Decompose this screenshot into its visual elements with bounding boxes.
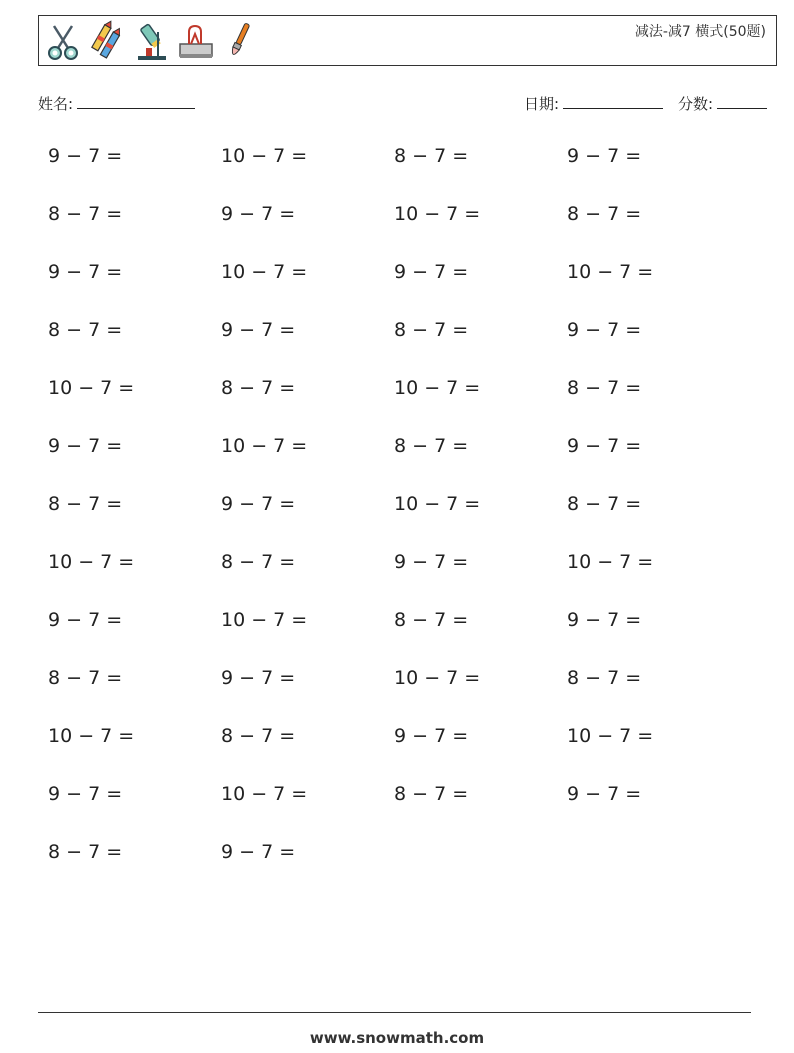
math-problem: 8 − 7 = <box>48 841 123 863</box>
date-blank[interactable] <box>563 94 663 109</box>
math-problem: 8 − 7 = <box>221 377 296 399</box>
math-problem: 10 − 7 = <box>48 725 135 747</box>
math-problem: 8 − 7 = <box>48 319 123 341</box>
math-problem: 10 − 7 = <box>394 493 481 515</box>
math-problem: 10 − 7 = <box>221 783 308 805</box>
math-problem: 9 − 7 = <box>567 319 642 341</box>
math-problem: 8 − 7 = <box>394 145 469 167</box>
math-problem: 10 − 7 = <box>221 609 308 631</box>
math-problem: 8 − 7 = <box>48 667 123 689</box>
score-field <box>678 93 767 114</box>
name-field <box>38 93 195 114</box>
math-problem: 10 − 7 = <box>567 725 654 747</box>
math-problem: 9 − 7 = <box>394 725 469 747</box>
worksheet-title: 减法-减7 横式(50题) <box>634 24 766 40</box>
math-problem: 8 − 7 = <box>394 435 469 457</box>
math-problem: 8 − 7 = <box>221 725 296 747</box>
math-problem: 9 − 7 = <box>48 261 123 283</box>
math-problem: 10 − 7 = <box>394 377 481 399</box>
math-problem: 8 − 7 = <box>394 609 469 631</box>
name-label: 姓名: <box>38 95 74 113</box>
math-problem: 9 − 7 = <box>221 493 296 515</box>
score-blank[interactable] <box>717 94 767 109</box>
math-problem: 8 − 7 = <box>567 667 642 689</box>
math-problem: 10 − 7 = <box>221 435 308 457</box>
math-problem: 8 − 7 = <box>567 203 642 225</box>
name-blank[interactable] <box>77 94 195 109</box>
math-problem: 10 − 7 = <box>221 145 308 167</box>
math-problem: 9 − 7 = <box>567 609 642 631</box>
math-problem: 10 − 7 = <box>567 551 654 573</box>
math-problem: 9 − 7 = <box>221 203 296 225</box>
math-problem: 9 − 7 = <box>221 667 296 689</box>
footer-divider <box>38 1012 751 1013</box>
math-problem: 9 − 7 = <box>567 783 642 805</box>
math-problem: 10 − 7 = <box>48 551 135 573</box>
paintbrush-icon <box>220 20 258 62</box>
math-problem: 9 − 7 = <box>221 841 296 863</box>
math-problem: 10 − 7 = <box>48 377 135 399</box>
microscope-icon <box>132 20 170 62</box>
math-problem: 8 − 7 = <box>48 493 123 515</box>
worksheet-header <box>38 15 777 66</box>
date-field <box>524 93 663 114</box>
math-problem: 9 − 7 = <box>48 783 123 805</box>
math-problem: 9 − 7 = <box>567 435 642 457</box>
math-problem: 9 − 7 = <box>48 435 123 457</box>
math-problem: 9 − 7 = <box>394 261 469 283</box>
date-label: 日期: <box>524 95 560 113</box>
math-problem: 8 − 7 = <box>48 203 123 225</box>
footer-website: www.snowmath.com <box>309 1029 485 1047</box>
math-problem: 8 − 7 = <box>567 377 642 399</box>
crayons-icon <box>88 20 126 62</box>
math-problem: 10 − 7 = <box>394 667 481 689</box>
math-problem: 8 − 7 = <box>394 783 469 805</box>
math-problem: 9 − 7 = <box>567 145 642 167</box>
math-problem: 10 − 7 = <box>567 261 654 283</box>
binder-clip-icon <box>176 20 214 62</box>
scissors-icon <box>44 20 82 62</box>
math-problem: 10 − 7 = <box>221 261 308 283</box>
score-label: 分数: <box>678 95 714 113</box>
math-problem: 8 − 7 = <box>221 551 296 573</box>
math-problem: 9 − 7 = <box>48 609 123 631</box>
math-problem: 10 − 7 = <box>394 203 481 225</box>
math-problem: 8 − 7 = <box>567 493 642 515</box>
math-problem: 9 − 7 = <box>394 551 469 573</box>
math-problem: 9 − 7 = <box>221 319 296 341</box>
math-problem: 9 − 7 = <box>48 145 123 167</box>
math-problem: 8 − 7 = <box>394 319 469 341</box>
header-icons <box>44 20 258 62</box>
